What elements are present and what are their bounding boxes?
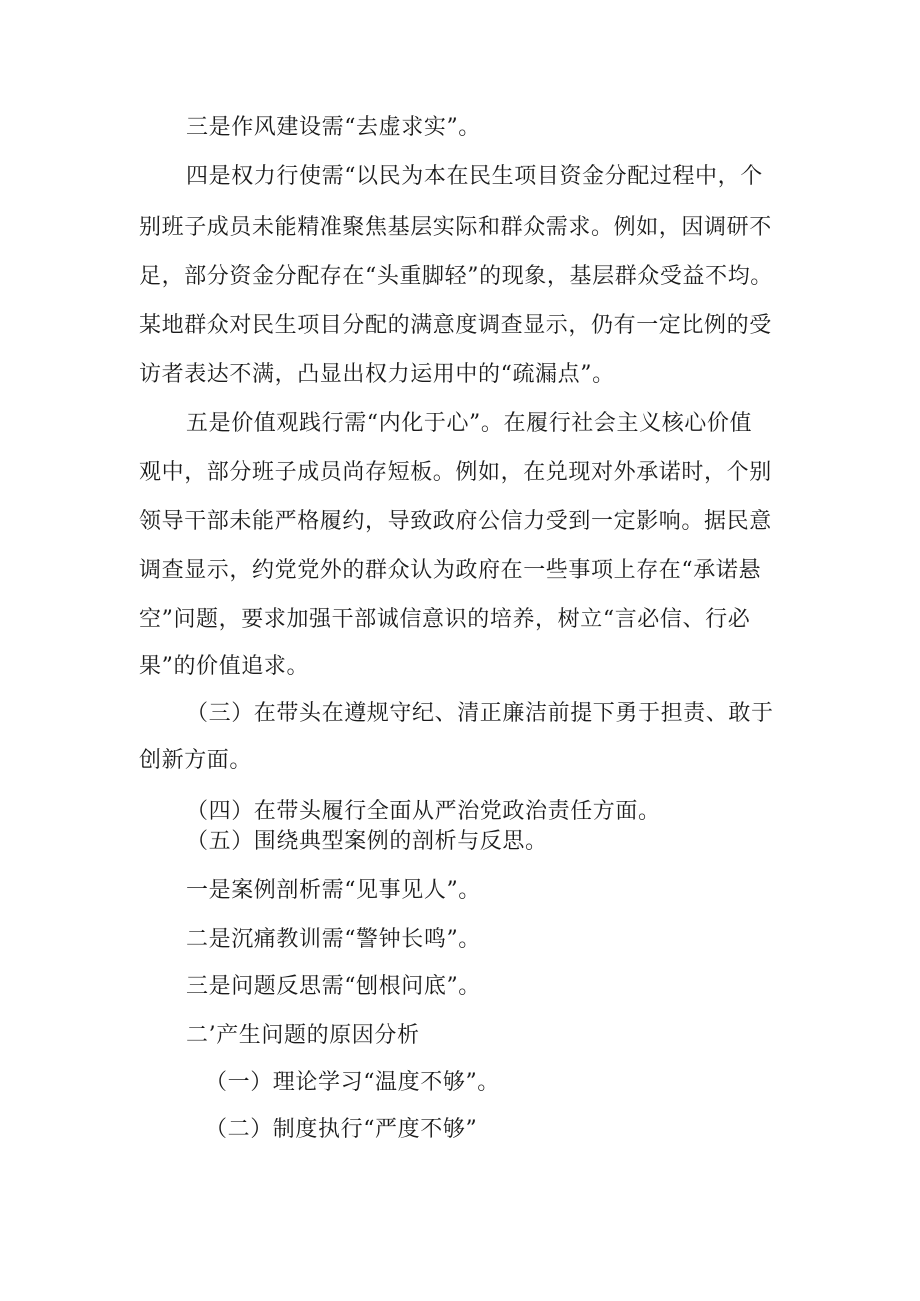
text-line-6: 访者表达不满，凸显出权力运用中的“疏漏点”。 <box>139 362 615 387</box>
text-line-8: 观中，部分班子成员尚存短板。例如，在兑现对外承诺时，个别 <box>139 460 772 485</box>
text-line-9: 领导干部未能严格履约，导致政府公信力受到一定影响。据民意 <box>139 509 772 534</box>
text-line-5: 某地群众对民生项目分配的满意度调查显示，仍有一定比例的受 <box>139 313 772 338</box>
text-line-17: 一是案例剖析需“见事见人”。 <box>186 878 481 903</box>
text-line-1: 三是作风建设需“去虚求实”。 <box>186 115 481 140</box>
text-line-4: 足，部分资金分配存在“头重脚轻”的现象，基层群众受益不均。 <box>139 264 773 289</box>
text-line-18: 二是沉痛教训需“警钟长鸣”。 <box>186 927 481 952</box>
text-line-21: （一）理论学习“温度不够”。 <box>205 1070 500 1095</box>
text-line-11: 空”问题，要求加强干部诚信意识的培养，树立“言必信、行必 <box>139 607 751 632</box>
text-line-16: （五）围绕典型案例的剖析与反思。 <box>186 829 548 854</box>
text-line-2: 四是权力行使需“以民为本在民生项目资金分配过程中，个 <box>186 164 763 189</box>
text-line-12: 果”的价值追求。 <box>139 654 310 679</box>
text-line-14: 创新方面。 <box>139 748 253 773</box>
text-line-13: （三）在带头在遵规守纪、清正廉洁前提下勇于担责、敢于 <box>186 701 774 726</box>
text-line-3: 别班子成员未能精准聚焦基层实际和群众需求。例如，因调研不 <box>139 215 772 240</box>
text-line-7: 五是价值观践行需“内化于心”。在履行社会主义核心价值 <box>186 411 753 436</box>
text-line-20: 二’产生问题的原因分析 <box>186 1023 420 1048</box>
text-line-15: （四）在带头履行全面从严治党政治责任方面。 <box>186 799 661 824</box>
text-line-19: 三是问题反思需“刨根问底”。 <box>186 974 481 999</box>
text-line-10: 调查显示，约党党外的群众认为政府在一些事项上存在“承诺悬 <box>139 558 762 583</box>
text-line-22: （二）制度执行“严度不够” <box>205 1117 478 1142</box>
